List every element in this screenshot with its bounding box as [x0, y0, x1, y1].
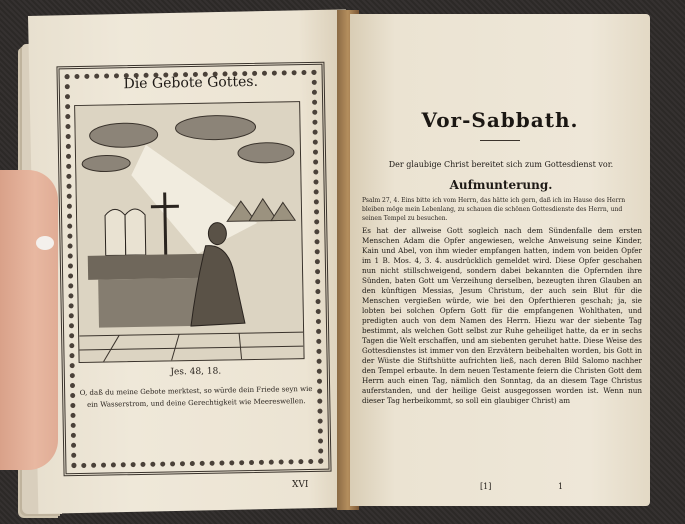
body-text: Es hat der allweise Gott sogleich nach dem Sündenfalle dem ersten Menschen Adam die Opfer angewiesen, welche Anweisung seine Kinder, Kain und Abel, von ihm wieder empfangen hatten, indem von beiden Opfer im 1 B. Mos. 4, 3. 4. ausdrücklich gemeldet wird. Diese Opfer geschahen nun nicht stillschweigend, sondern dabei bekannten die Opfernden ihre Sünden, baten Gott um Verzeihung derselben, bezeugten ihren Glauben an den künftigen Messias, Jesum Christum, der auch sein Blut für die Menschen vergießen würde, wie bei den Opferthieren geschah; ja, sie lobten bei solchen Opfern Gott für die empfangenen Wohlthaten, und predigten auch von dem Namen des Herrn. Hiezu war der siebente Tag bestimmt, als welchen Gott selbst zur Ruhe geheiliget hatte, da er in sechs Tagen die Welt erschaffen, und am siebenten geruhet hatte. Diese Weise des Gottesdienstes ist immer von den Erzvätern beibehalten worden, bis Gott in der Wüste die Stiftshütte aufrichten ließ, nach deren Bild Salomo nachher den Tempel erbaute. In dem neuen Testamente feiern die Christen Gott dem Herrn auch einen Tag, nämlich den Sonntag, da an diesem Tage Christus auferstanden, und der heilige Geist ausgegossen worden ist. Wenn nun dieser Tag herbeikommt, so soll ein glaubiger Christ) am: [362, 226, 642, 405]
fingernail-icon: [36, 236, 54, 250]
scripture-reference: Jes. 48, 18.: [170, 366, 222, 378]
right-page-number: 1: [558, 482, 564, 491]
left-page-number: XVI: [292, 480, 309, 490]
commandments-engraving: [74, 101, 304, 363]
plate-caption: O, daß du meine Gebote merktest, so würde dein Friede seyn wie ein Wasserstrom, und deine Gerechtigkeit wie Meereswellen.: [79, 384, 313, 409]
altar-icon: [88, 254, 208, 280]
title-rule: [480, 140, 520, 141]
engraving-frame: [56, 62, 331, 477]
signature-mark: [1]: [480, 482, 492, 491]
engraving-illustration: [75, 102, 303, 362]
hand-holding-book: [0, 170, 58, 470]
section-heading: Aufmunterung.: [449, 178, 553, 192]
chapter-title: Vor-Sabbath.: [421, 108, 579, 132]
stone-tablets-icon: [105, 209, 146, 256]
chapter-subtitle: Der glaubige Christ bereitet sich zum Gottesdienst vor.: [388, 160, 614, 169]
plate-title: Die Gebote Gottes.: [123, 73, 259, 93]
psalm-quote: Psalm 27, 4. Eins bitte ich vom Herrn, das hätte ich gern, daß ich im Hause des Herrn bleiben möge mein Lebenlang, zu schauen die schönen Gottesdienste des Herrn, und seinen Tempel zu besuchen.: [362, 197, 626, 222]
